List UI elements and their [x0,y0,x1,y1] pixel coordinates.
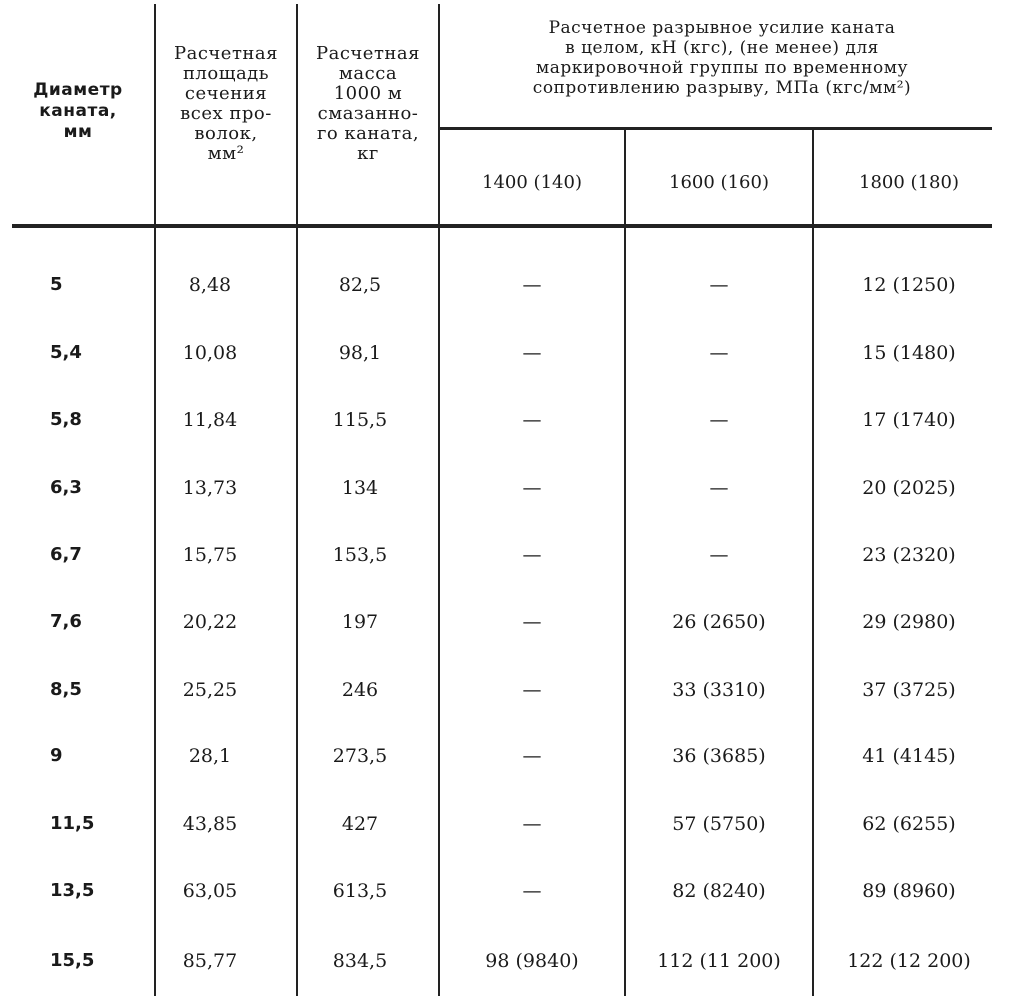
cell-mass: 246 [341,679,379,701]
header-grade-1400: 1400 (140) [482,172,582,193]
cell-area: 8,48 [188,274,232,296]
cell-force-1600: 82 (8240) [672,880,766,902]
cell-diameter: 11,5 [50,813,95,834]
cell-mass: 115,5 [332,409,388,431]
cell-force-1600: — [709,409,729,431]
cell-area: 28,1 [188,745,232,767]
cell-diameter: 9 [50,745,63,766]
cell-force-1600: 26 (2650) [672,611,766,633]
table-row [0,880,1009,904]
cell-force-1400: — [522,611,542,633]
cell-area: 85,77 [182,950,238,972]
cell-diameter: 5 [50,274,63,295]
cell-force-1400: — [522,274,542,296]
cell-mass: 153,5 [332,544,388,566]
cell-force-1400: — [522,342,542,364]
header-rule [12,224,992,228]
cell-force-1400: — [522,745,542,767]
cell-force-1400: 98 (9840) [485,950,579,972]
cell-force-1800: 29 (2980) [862,611,956,633]
cell-force-1800: 41 (4145) [862,745,956,767]
table-row [0,745,1009,769]
header-area: Расчетная площадь сечения всех про- волок, мм² [173,43,279,164]
cell-area: 10,08 [182,342,238,364]
cell-area: 15,75 [182,544,238,566]
cell-force-1800: 62 (6255) [862,813,956,835]
cell-diameter: 13,5 [50,880,95,901]
cell-force-1600: — [709,477,729,499]
table-row [0,813,1009,837]
table-row [0,274,1009,298]
cell-mass: 427 [341,813,379,835]
header-grade-1600: 1600 (160) [669,172,769,193]
cell-diameter: 8,5 [50,679,82,700]
cell-force-1800: 12 (1250) [862,274,956,296]
cell-force-1400: — [522,477,542,499]
table-row [0,409,1009,433]
cell-diameter: 7,6 [50,611,82,632]
cell-diameter: 5,8 [50,409,82,430]
cell-area: 13,73 [182,477,238,499]
cell-force-1400: — [522,544,542,566]
cell-force-1400: — [522,813,542,835]
cell-mass: 98,1 [338,342,382,364]
header-diameter: Диаметр каната, мм [33,80,123,142]
cell-force-1400: — [522,679,542,701]
cell-force-1800: 17 (1740) [862,409,956,431]
cell-mass: 134 [341,477,379,499]
cell-area: 25,25 [182,679,238,701]
table-row [0,950,1009,974]
cell-force-1600: 57 (5750) [672,813,766,835]
cell-force-1600: 33 (3310) [672,679,766,701]
cell-force-1800: 89 (8960) [862,880,956,902]
header-mass: Расчетная масса 1000 м смазанно- го каната, кг [315,43,421,164]
cell-force-1600: — [709,342,729,364]
cell-mass: 197 [341,611,379,633]
cell-force-1800: 122 (12 200) [847,950,971,972]
cell-area: 11,84 [182,409,238,431]
cell-diameter: 15,5 [50,950,95,971]
table-row [0,679,1009,703]
cell-force-1800: 20 (2025) [862,477,956,499]
cell-diameter: 6,3 [50,477,82,498]
cell-area: 63,05 [182,880,238,902]
cell-mass: 613,5 [332,880,388,902]
header-force-group: Расчетное разрывное усилие каната в целом, кН (кгс), (не менее) для маркировочной группы по временному сопротивлению разрыву, МПа (кгс/мм²) [532,18,912,98]
cell-force-1400: — [522,409,542,431]
cell-mass: 82,5 [338,274,382,296]
cell-force-1800: 23 (2320) [862,544,956,566]
cell-force-1800: 37 (3725) [862,679,956,701]
table-row [0,611,1009,635]
cell-diameter: 5,4 [50,342,82,363]
cell-area: 20,22 [182,611,238,633]
table-row [0,342,1009,366]
table-row [0,544,1009,568]
cell-force-1600: 36 (3685) [672,745,766,767]
cell-force-1400: — [522,880,542,902]
cell-force-1600: — [709,274,729,296]
cell-diameter: 6,7 [50,544,82,565]
cell-mass: 834,5 [332,950,388,972]
cell-force-1600: 112 (11 200) [657,950,781,972]
table-row [0,477,1009,501]
cell-force-1800: 15 (1480) [862,342,956,364]
cell-force-1600: — [709,544,729,566]
cell-area: 43,85 [182,813,238,835]
subheader-rule [440,127,992,130]
header-grade-1800: 1800 (180) [859,172,959,193]
cell-mass: 273,5 [332,745,388,767]
